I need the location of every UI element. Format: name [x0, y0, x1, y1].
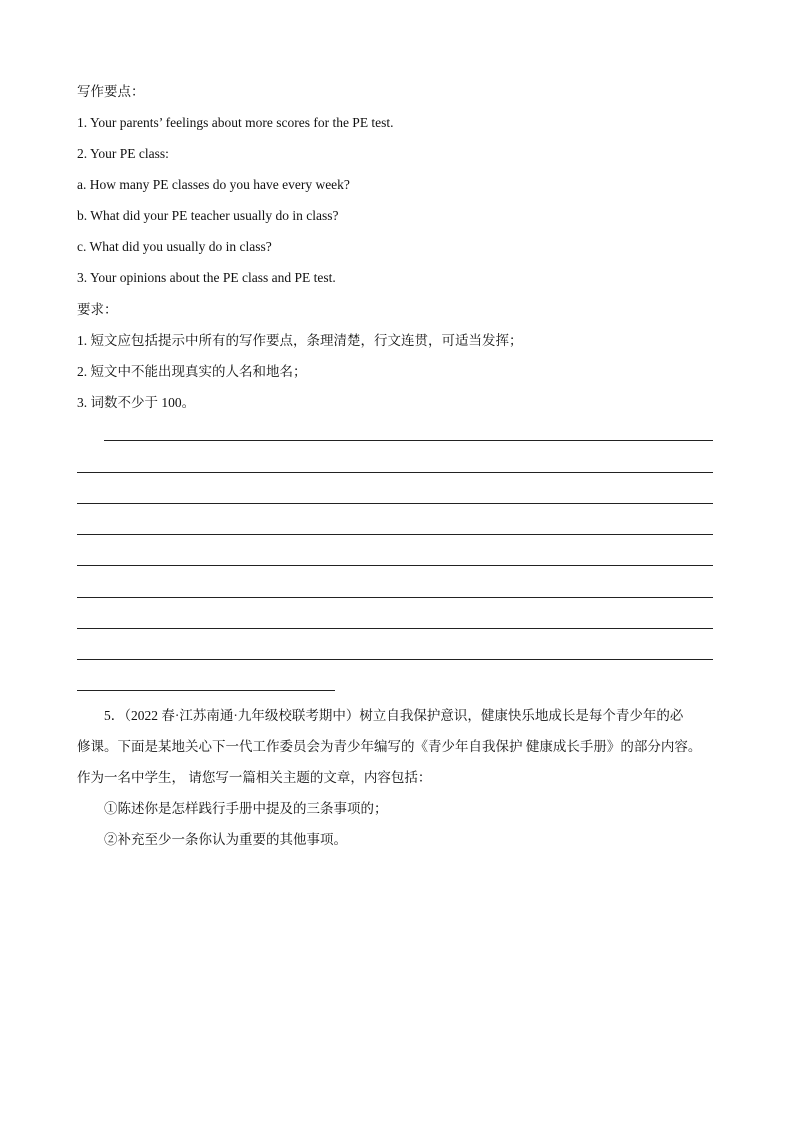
answer-line-4[interactable] — [77, 534, 713, 535]
answer-line-9[interactable] — [77, 690, 335, 691]
answer-line-2[interactable] — [77, 472, 713, 473]
requirement-3: 3. 词数不少于 100。 — [77, 395, 196, 410]
writing-point-2a: a. How many PE classes do you have every week? — [77, 177, 350, 192]
question5-line-3: 作为一名中学生， 请您写一篇相关主题的文章，内容包括： — [77, 770, 432, 785]
writing-point-2c: c. What did you usually do in class? — [77, 239, 272, 254]
answer-line-1[interactable] — [104, 440, 713, 441]
writing-point-2: 2. Your PE class: — [77, 146, 169, 161]
requirement-1: 1. 短文应包括提示中所有的写作要点，条理清楚，行文连贯，可适当发挥； — [77, 333, 523, 348]
requirements-heading: 要求： — [77, 302, 118, 317]
requirement-2: 2. 短文中不能出现真实的人名和地名； — [77, 364, 307, 379]
writing-point-3: 3. Your opinions about the PE class and PE test. — [77, 270, 336, 285]
answer-line-8[interactable] — [77, 659, 713, 660]
question5-line-1: 5．（2022 春·江苏南通·九年级校联考期中）树立自我保护意识，健康快乐地成长是每个青少年的必 — [104, 708, 684, 723]
answer-line-6[interactable] — [77, 597, 713, 598]
question5-item-1: ①陈述你是怎样践行手册中提及的三条事项的； — [104, 801, 388, 816]
writing-point-2b: b. What did your PE teacher usually do in class? — [77, 208, 339, 223]
answer-line-3[interactable] — [77, 503, 713, 504]
writing-point-1: 1. Your parents’ feelings about more scores for the PE test. — [77, 115, 394, 130]
answer-line-7[interactable] — [77, 628, 713, 629]
answer-line-5[interactable] — [77, 565, 713, 566]
question5-line-2: 修课。下面是某地关心下一代工作委员会为青少年编写的《青少年自我保护 健康成长手册》的部分内容。 — [77, 739, 702, 754]
question5-item-2: ②补充至少一条你认为重要的其他事项。 — [104, 832, 347, 847]
writing-points-heading: 写作要点： — [77, 84, 145, 99]
